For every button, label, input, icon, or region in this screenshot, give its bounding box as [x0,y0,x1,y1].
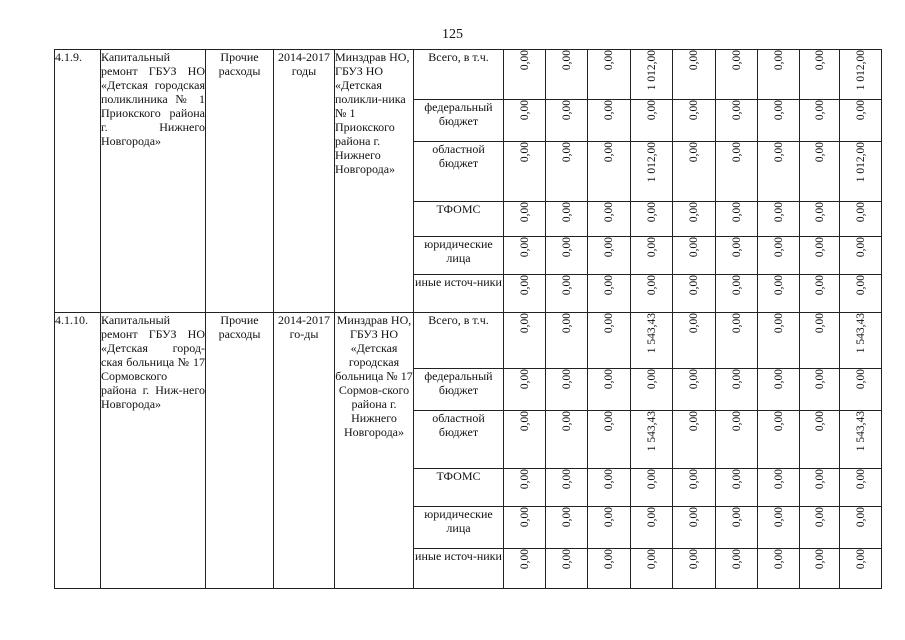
value-text: 0,00 [730,275,743,296]
value-cell [758,142,800,202]
value-text: 0,00 [772,549,785,570]
value-text: 0,00 [645,275,658,296]
value-cell [588,142,631,202]
value-cell [758,507,800,549]
value-cell [758,411,800,469]
value-cell [716,202,758,237]
value-text: 0,00 [518,202,531,223]
value-text: 1 543,43 [854,411,867,452]
value-cell [800,237,840,275]
value-text: 0,00 [560,237,573,258]
value-text: 0,00 [772,142,785,163]
value-cell [800,507,840,549]
value-text: 0,00 [772,313,785,334]
table-body [55,50,882,589]
value-text: 0,00 [603,142,615,163]
period-years: 2014-2017 го-ды [274,313,335,589]
value-cell [716,142,758,202]
value-cell [716,369,758,411]
value-cell [716,275,758,313]
value-cell [546,411,588,469]
value-cell [716,507,758,549]
value-cell [631,202,673,237]
value-cell [504,142,546,202]
value-text: 0,00 [813,50,826,71]
value-text: 0,00 [813,369,826,390]
value-text: 0,00 [645,549,658,570]
table-row [55,313,882,369]
value-text: 0,00 [772,369,785,390]
expense-kind: Прочие расходы [206,50,274,313]
value-cell [800,202,840,237]
value-text: 0,00 [813,313,826,334]
value-cell [840,369,882,411]
funding-source: областной бюджет [414,411,504,469]
value-cell [673,411,716,469]
value-cell [800,50,840,100]
value-text: 0,00 [645,100,658,121]
value-text: 0,00 [772,237,785,258]
value-text: 0,00 [854,237,867,258]
value-cell [840,313,882,369]
value-cell [504,507,546,549]
value-cell [716,237,758,275]
value-cell [673,142,716,202]
value-text: 0,00 [813,237,826,258]
value-cell [546,369,588,411]
value-cell [800,313,840,369]
value-cell [546,275,588,313]
value-cell [758,50,800,100]
value-cell [588,469,631,507]
value-text: 1 543,43 [854,313,867,354]
item-code: 4.1.9. [55,50,101,313]
value-cell [758,275,800,313]
value-text: 0,00 [730,369,743,390]
value-text: 0,00 [688,142,700,163]
value-cell [504,237,546,275]
value-text: 1 012,00 [645,50,658,91]
value-text: 0,00 [688,369,700,390]
value-cell [631,411,673,469]
value-text: 0,00 [854,275,867,296]
value-cell [588,237,631,275]
funding-source: федеральный бюджет [414,100,504,142]
value-text: 0,00 [772,202,785,223]
funding-source: иные источ-ники [414,275,504,313]
value-text: 0,00 [730,100,743,121]
value-text: 0,00 [603,549,615,570]
value-text: 0,00 [518,507,531,528]
value-text: 1 012,00 [854,142,867,183]
value-cell [800,369,840,411]
funding-source: областной бюджет [414,142,504,202]
value-text: 0,00 [560,469,573,490]
value-text: 0,00 [603,313,615,334]
value-cell [631,100,673,142]
value-text: 0,00 [730,507,743,528]
value-cell [504,549,546,589]
value-text: 0,00 [688,469,700,490]
value-text: 0,00 [518,275,531,296]
value-cell [673,369,716,411]
value-text: 0,00 [688,507,700,528]
value-cell [716,50,758,100]
value-text: 0,00 [603,237,615,258]
value-cell [504,202,546,237]
value-cell [758,369,800,411]
value-cell [840,100,882,142]
value-cell [758,202,800,237]
executor: Минздрав НО, ГБУЗ НО «Детская поликли-ника № 1 Приокского района г. Нижнего Новгорода» [335,50,414,313]
value-text: 0,00 [730,549,743,570]
value-text: 0,00 [560,507,573,528]
value-text: 0,00 [645,469,658,490]
value-text: 0,00 [730,313,743,334]
value-text: 0,00 [730,50,743,71]
value-text: 0,00 [730,237,743,258]
value-text: 0,00 [603,369,615,390]
value-cell [504,411,546,469]
value-cell [840,507,882,549]
value-text: 0,00 [813,549,826,570]
value-cell [631,50,673,100]
value-text: 0,00 [688,313,700,334]
value-text: 0,00 [560,549,573,570]
value-text: 0,00 [854,369,867,390]
value-text: 0,00 [854,469,867,490]
value-text: 0,00 [813,275,826,296]
value-text: 0,00 [688,50,700,71]
item-code: 4.1.10. [55,313,101,589]
value-text: 0,00 [730,411,743,432]
value-cell [504,369,546,411]
value-cell [840,142,882,202]
value-text: 0,00 [854,549,867,570]
value-text: 0,00 [518,100,531,121]
value-text: 0,00 [688,202,700,223]
value-text: 0,00 [560,142,573,163]
value-cell [673,313,716,369]
page-number: 125 [442,27,463,42]
funding-source: иные источ-ники [414,549,504,589]
value-text: 1 543,43 [645,411,658,452]
value-cell [504,313,546,369]
value-text: 1 543,43 [645,313,658,354]
value-cell [716,313,758,369]
value-text: 0,00 [560,275,573,296]
value-cell [758,313,800,369]
value-cell [673,549,716,589]
funding-source: юридические лица [414,507,504,549]
value-cell [631,275,673,313]
value-cell [800,469,840,507]
value-cell [546,313,588,369]
value-cell [546,50,588,100]
funding-source: ТФОМС [414,202,504,237]
value-text: 0,00 [560,369,573,390]
value-text: 0,00 [645,507,658,528]
value-text: 0,00 [603,469,615,490]
value-cell [504,275,546,313]
period-years: 2014-2017 годы [274,50,335,313]
value-text: 0,00 [518,313,531,334]
value-cell [588,507,631,549]
value-text: 0,00 [603,100,615,121]
value-cell [588,275,631,313]
value-cell [588,411,631,469]
value-cell [840,549,882,589]
value-text: 0,00 [518,237,531,258]
value-cell [631,507,673,549]
value-text: 0,00 [688,411,700,432]
value-cell [588,50,631,100]
value-cell [673,469,716,507]
value-text: 0,00 [730,202,743,223]
value-text: 0,00 [854,507,867,528]
value-cell [673,237,716,275]
value-text: 0,00 [560,411,573,432]
value-cell [631,237,673,275]
value-cell [673,507,716,549]
executor: Минздрав НО, ГБУЗ НО «Детская городская больница № 17 Сормов-ского района г. Нижнего Новгорода» [335,313,414,589]
value-text: 0,00 [603,275,615,296]
value-text: 0,00 [603,202,615,223]
value-text: 0,00 [688,549,700,570]
value-cell [546,549,588,589]
value-cell [546,100,588,142]
value-text: 0,00 [560,313,573,334]
value-cell [673,50,716,100]
value-text: 0,00 [730,469,743,490]
value-cell [800,142,840,202]
value-text: 0,00 [518,50,531,71]
value-text: 0,00 [645,202,658,223]
value-cell [758,549,800,589]
value-text: 0,00 [854,202,867,223]
value-text: 0,00 [688,100,700,121]
value-cell [588,202,631,237]
value-text: 0,00 [772,50,785,71]
value-text: 0,00 [518,142,531,163]
value-text: 1 012,00 [854,50,867,91]
value-cell [546,142,588,202]
value-cell [504,100,546,142]
value-text: 0,00 [603,411,615,432]
item-title: Капитальный ремонт ГБУЗ НО «Детская город-ская больница № 17 Сормовского района г. Ниж-него Новгорода» [101,313,206,589]
value-text: 0,00 [645,369,658,390]
value-cell [546,237,588,275]
value-text: 0,00 [813,507,826,528]
value-text: 0,00 [688,275,700,296]
value-text: 0,00 [854,100,867,121]
value-cell [588,313,631,369]
value-cell [504,469,546,507]
value-text: 0,00 [730,142,743,163]
value-cell [840,275,882,313]
value-text: 0,00 [813,202,826,223]
funding-source: юридические лица [414,237,504,275]
value-text: 0,00 [603,50,615,71]
funding-source: федеральный бюджет [414,369,504,411]
value-cell [673,202,716,237]
value-text: 0,00 [518,469,531,490]
value-cell [800,411,840,469]
value-text: 0,00 [518,549,531,570]
value-cell [716,549,758,589]
value-text: 0,00 [813,100,826,121]
funding-source: Всего, в т.ч. [414,313,504,369]
value-cell [800,275,840,313]
value-text: 0,00 [772,100,785,121]
value-text: 0,00 [560,100,573,121]
value-cell [631,369,673,411]
funding-source: Всего, в т.ч. [414,50,504,100]
value-text: 0,00 [813,142,826,163]
value-cell [758,237,800,275]
program-table [54,49,882,589]
value-cell [546,507,588,549]
value-cell [758,100,800,142]
value-cell [588,549,631,589]
value-cell [716,411,758,469]
value-cell [716,469,758,507]
funding-source: ТФОМС [414,469,504,507]
item-title: Капитальный ремонт ГБУЗ НО «Детская городская поликлиника № 1 Приокского района г. Нижнего Новгорода» [101,50,206,313]
value-cell [588,369,631,411]
value-text: 0,00 [772,507,785,528]
value-cell [716,100,758,142]
value-text: 0,00 [645,237,658,258]
value-cell [631,142,673,202]
value-text: 0,00 [813,411,826,432]
value-text: 0,00 [772,275,785,296]
value-cell [673,275,716,313]
value-cell [546,202,588,237]
value-text: 0,00 [518,411,531,432]
expense-kind: Прочие расходы [206,313,274,589]
value-text: 1 012,00 [645,142,658,183]
value-text: 0,00 [772,469,785,490]
value-cell [631,313,673,369]
value-cell [800,100,840,142]
value-cell [840,469,882,507]
value-cell [758,469,800,507]
value-cell [504,50,546,100]
table-row [55,50,882,100]
value-text: 0,00 [560,50,573,71]
value-cell [631,469,673,507]
value-cell [840,50,882,100]
value-cell [546,469,588,507]
value-text: 0,00 [560,202,573,223]
value-text: 0,00 [813,469,826,490]
value-text: 0,00 [518,369,531,390]
value-cell [673,100,716,142]
value-cell [840,237,882,275]
value-text: 0,00 [772,411,785,432]
value-cell [631,549,673,589]
value-text: 0,00 [688,237,700,258]
value-cell [840,411,882,469]
value-cell [588,100,631,142]
value-text: 0,00 [603,507,615,528]
value-cell [840,202,882,237]
value-cell [800,549,840,589]
